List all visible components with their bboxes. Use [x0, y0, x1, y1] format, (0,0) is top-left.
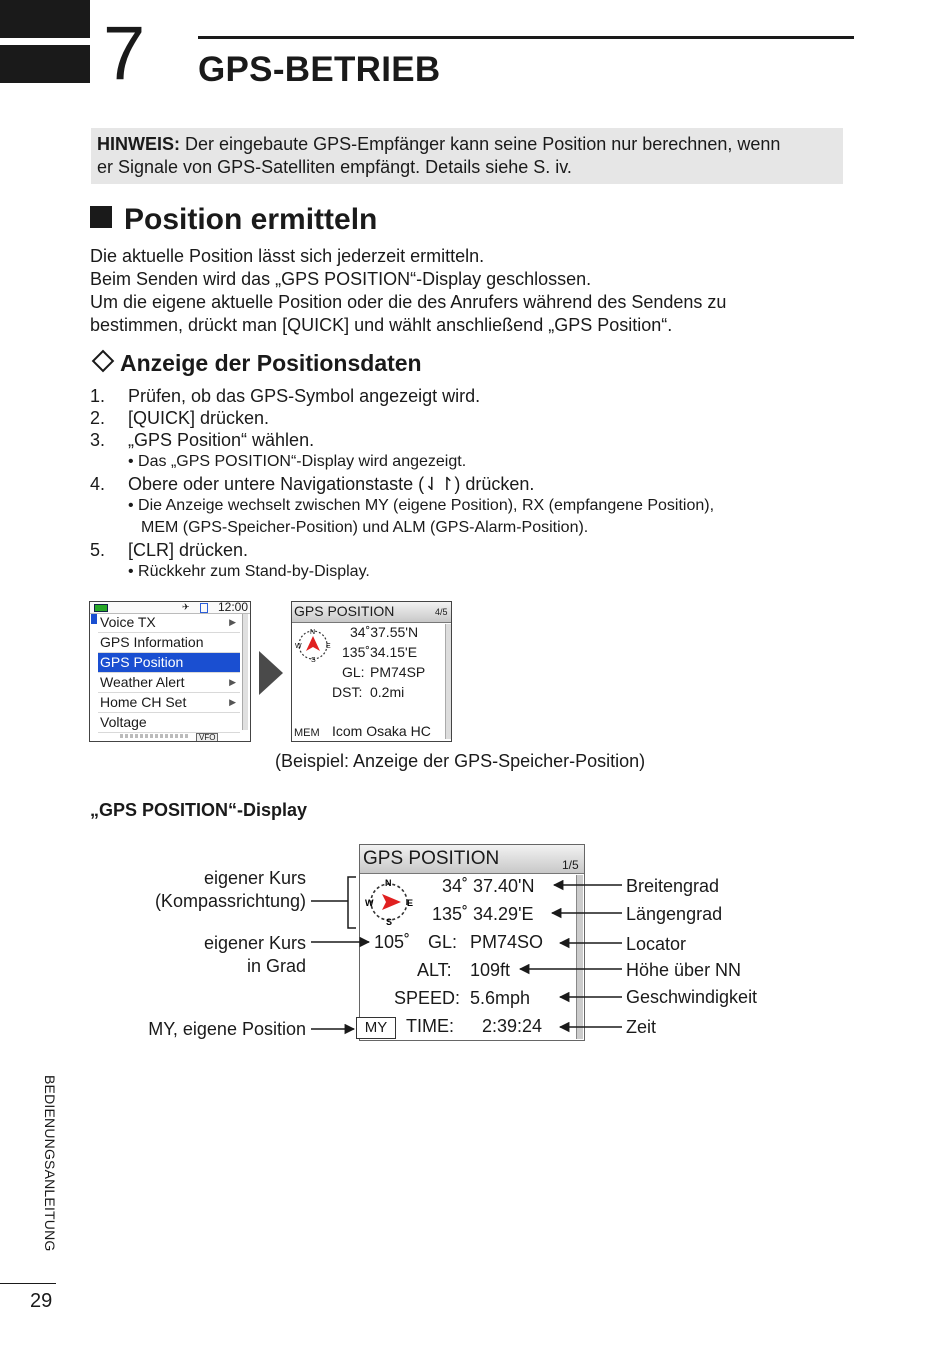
callout-my: MY, eigene Position — [148, 1019, 306, 1039]
figure-caption: (Beispiel: Anzeige der GPS-Speicher-Position) — [275, 751, 646, 771]
time-label: TIME: — [406, 1016, 454, 1036]
callout-longitude: Längengrad — [626, 904, 723, 924]
callout-course-line2: (Kompassrichtung) — [154, 891, 306, 911]
gl-value: PM74SO — [470, 932, 544, 952]
note-label: HINWEIS: — [97, 134, 180, 154]
svg-text:N: N — [310, 629, 316, 636]
screen-title: GPS POSITION — [363, 848, 500, 869]
step-text: „GPS Position“ wählen. — [128, 430, 315, 450]
submenu-arrow-icon: ▶ — [229, 617, 236, 627]
menu-item-label: Weather Alert — [100, 674, 185, 690]
svg-text:N: N — [385, 878, 392, 888]
alt-value: 109ft — [470, 960, 511, 980]
subsection-title-text: Anzeige der Positionsdaten — [120, 350, 422, 376]
menu-item-label: Voltage — [100, 714, 147, 730]
mode-badge: VFO — [196, 733, 218, 742]
gl-label: GL: — [342, 664, 365, 680]
latitude: 34˚37.55'N — [350, 624, 419, 640]
time-value: 2:39:24 — [482, 1016, 543, 1036]
submenu-arrow-icon: ▶ — [229, 697, 236, 707]
page-rule — [0, 1283, 56, 1284]
gl-label: GL: — [428, 932, 458, 952]
paragraph-line: bestimmen, drückt man [QUICK] und wählt anschließend „GPS Position“. — [90, 315, 673, 335]
section-title-text: Position ermitteln — [124, 203, 378, 236]
latitude: 34˚ 37.40'N — [442, 876, 535, 896]
longitude: 135˚34.15'E — [342, 644, 418, 660]
page-indicator: 4/5 — [435, 607, 448, 617]
page-indicator: 1/5 — [562, 858, 579, 872]
screen-title: GPS POSITION — [294, 603, 395, 619]
menu-item-label: GPS Position — [100, 654, 184, 670]
course-bracket — [348, 877, 356, 928]
callout-locator: Locator — [626, 934, 687, 954]
alt-label: ALT: — [417, 960, 452, 980]
callout-latitude: Breitengrad — [626, 876, 720, 896]
svg-text:S: S — [311, 657, 316, 664]
callout-altitude: Höhe über NN — [626, 960, 742, 980]
speed-label: SPEED: — [394, 988, 461, 1008]
callout-degree-line2: in Grad — [246, 956, 306, 976]
step-note-text: • Die Anzeige wechselt zwischen MY (eigene Position), RX (empfangene Position), — [128, 497, 715, 514]
step-number: 5. — [90, 540, 106, 560]
gl-value: PM74SP — [370, 664, 426, 680]
svg-text:S: S — [386, 917, 393, 927]
paragraph-line: Beim Senden wird das „GPS POSITION“-Display geschlossen. — [90, 269, 592, 289]
course-degrees: 105˚ — [374, 932, 411, 952]
menu-item-label: Voice TX — [100, 614, 156, 630]
step-text: [CLR] drücken. — [128, 540, 249, 560]
dst-label: DST: — [332, 684, 363, 700]
menu-item-label: Home CH Set — [100, 694, 187, 710]
memory-name: Icom Osaka HC — [332, 723, 431, 739]
chapter-title: GPS-BETRIEB — [198, 50, 441, 89]
longitude: 135˚ 34.29'E — [432, 904, 534, 924]
step-text: Obere oder untere Navigationstaste (⇃↾) drücken. — [128, 474, 535, 494]
mode-label: MEM — [294, 727, 320, 739]
callout-course — [155, 867, 306, 913]
display-title: „GPS POSITION“-Display — [90, 800, 308, 820]
dst-value: 0.2mi — [370, 684, 405, 700]
page-number: 29 — [30, 1290, 53, 1312]
svg-text:W: W — [295, 643, 302, 650]
svg-text:E: E — [326, 643, 331, 650]
step-note-text: • Das „GPS POSITION“-Display wird angezeigt. — [128, 453, 467, 470]
callout-time: Zeit — [626, 1017, 657, 1037]
menu-item-label: GPS Information — [100, 634, 204, 650]
chapter-number: 7 — [103, 11, 146, 96]
step-text: Prüfen, ob das GPS-Symbol angezeigt wird. — [128, 386, 481, 406]
step-number: 3. — [90, 430, 106, 450]
note-line-1: Der eingebaute GPS-Empfänger kann seine Position nur berechnen, wenn — [180, 134, 781, 154]
step-number: 1. — [90, 386, 106, 406]
paragraph-line: Um die eigene aktuelle Position oder die des Anrufers während des Sendens zu — [90, 292, 727, 312]
paragraph-line: Die aktuelle Position lässt sich jederzeit ermitteln. — [90, 246, 485, 266]
callout-speed: Geschwindigkeit — [626, 987, 758, 1007]
step-number: 4. — [90, 474, 106, 494]
speed-value: 5.6mph — [470, 988, 531, 1008]
note-line-2: er Signale von GPS-Satelliten empfängt. Details siehe S. iv. — [97, 157, 572, 177]
submenu-arrow-icon: ▶ — [229, 677, 236, 687]
gps-status-icon: ✈ — [182, 602, 190, 612]
step-number: 2. — [90, 408, 106, 428]
step-note-text: MEM (GPS-Speicher-Position) und ALM (GPS-Alarm-Position). — [141, 519, 589, 536]
mode-badge-my: MY — [356, 1017, 396, 1039]
step-text: [QUICK] drücken. — [128, 408, 270, 428]
step-note-text: • Rückkehr zum Stand-by-Display. — [128, 563, 370, 580]
svg-text:E: E — [407, 898, 414, 908]
clock: 12:00 — [218, 601, 249, 614]
svg-text:W: W — [365, 898, 374, 908]
callout-course-line1: eigener Kurs — [203, 868, 306, 888]
callout-degree-line1: eigener Kurs — [203, 933, 306, 953]
callout-degree — [204, 932, 306, 978]
side-label: BEDIENUNGSANLEITUNG — [42, 1075, 58, 1252]
